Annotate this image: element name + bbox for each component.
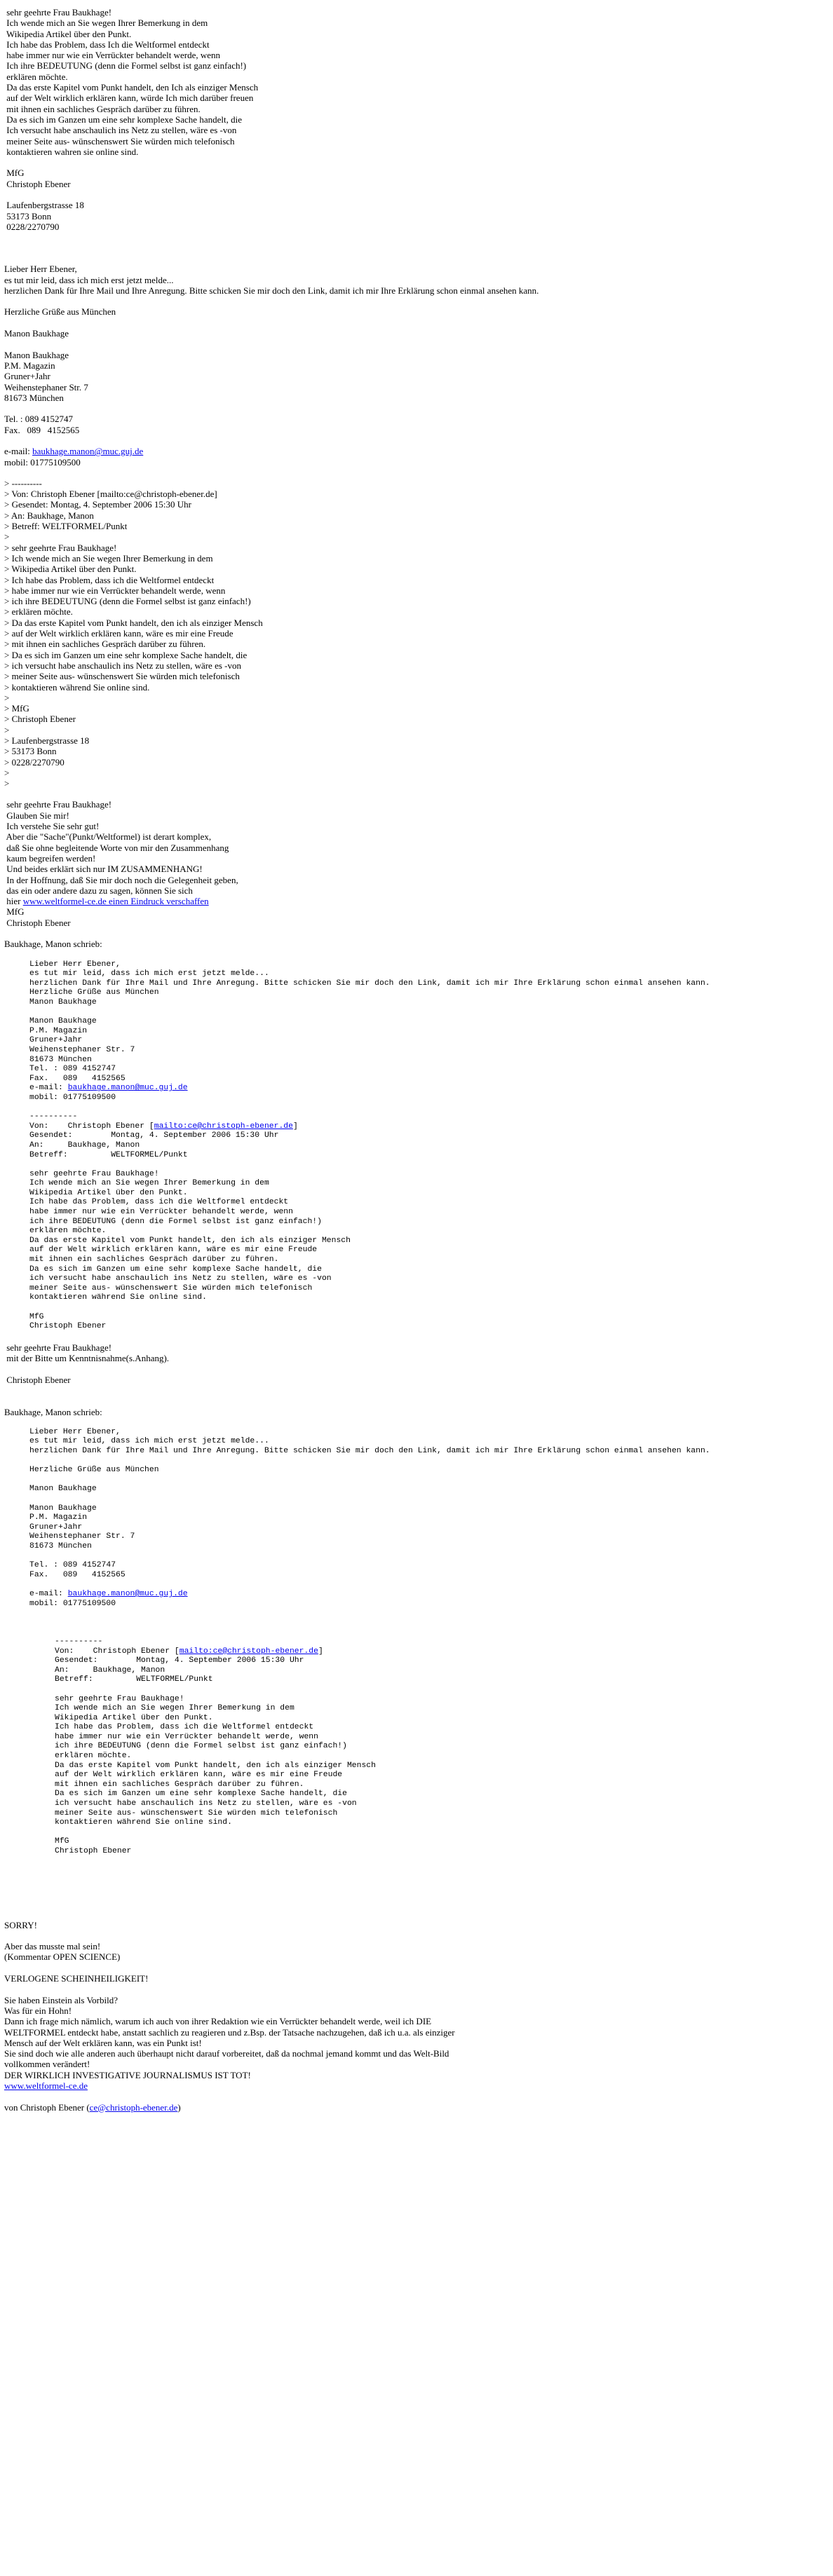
text-line: Manon Baukhage bbox=[29, 1017, 97, 1026]
text-line: Weihenstephaner Str. 7 bbox=[4, 381, 88, 393]
text-line: Gesendet: Montag, 4. September 2006 15:30 Uhr bbox=[29, 1131, 279, 1140]
text-line bbox=[4, 157, 829, 168]
text-line: das ein oder andere dazu zu sagen, können Sie sich bbox=[4, 885, 193, 896]
text-line: > An: Baukhage, Manon bbox=[4, 510, 94, 521]
text-line: Laufenbergstrasse 18 bbox=[4, 200, 84, 211]
text-line: Aber das musste mal sein! bbox=[4, 1941, 101, 1952]
text-line bbox=[4, 1396, 829, 1406]
separator: ---------- bbox=[55, 1637, 103, 1646]
text-line: sehr geehrte Frau Baukhage! bbox=[29, 1169, 159, 1178]
quoted-reply-1-rest bbox=[29, 1131, 829, 1331]
text-line: Mensch auf der Welt erklären kann, was ein Punkt ist! bbox=[4, 2037, 202, 2048]
mailto-link[interactable]: mailto:ce@christoph-ebener.de bbox=[154, 1122, 293, 1131]
text-line: Ich wende mich an Sie wegen Ihrer Bemerkung in dem bbox=[55, 1704, 294, 1713]
text-line: VERLOGENE SCHEINHEILIGKEIT! bbox=[4, 1973, 149, 1984]
text-line: auf der Welt wirklich erklären kann, würde Ich mich darüber freuen bbox=[4, 93, 254, 104]
text-line: mit ihnen ein sachliches Gespräch darüber zu führen. bbox=[29, 1255, 279, 1265]
nested-quote-body bbox=[55, 1656, 829, 1856]
text-line: Ich verstehe Sie sehr gut! bbox=[4, 821, 100, 832]
email-link[interactable]: baukhage.manon@muc.guj.de bbox=[67, 1589, 188, 1598]
text-line: > Ich habe das Problem, dass ich die Weltformel entdeckt bbox=[4, 574, 215, 585]
text-line: 81673 München bbox=[29, 1055, 92, 1064]
text-line: > bbox=[4, 724, 10, 735]
email-line bbox=[29, 1590, 829, 1600]
text-line: > auf der Welt wirklich erklären kann, wäre es mir eine Freude bbox=[4, 628, 233, 639]
text-line: Ich wende mich an Sie wegen Ihrer Bemerkung in dem bbox=[29, 1179, 269, 1188]
text-line: auf der Welt wirklich erklären kann, wäre es mir eine Freude bbox=[55, 1771, 343, 1780]
text-line: > Ich wende mich an Sie wegen Ihrer Bemerkung in dem bbox=[4, 552, 213, 564]
text-line: > bbox=[4, 531, 10, 543]
text-line: Da es sich im Ganzen um eine sehr komplexe Sache handelt, die bbox=[4, 114, 242, 125]
text-line: habe immer nur wie ein Verrückter behandelt werde, wenn bbox=[4, 50, 221, 61]
text-line: kontaktieren wahren sie online sind. bbox=[4, 146, 139, 157]
text-line: > 53173 Bonn bbox=[4, 746, 57, 757]
text-line: Da es sich im Ganzen um eine sehr komplexe Sache handelt, die bbox=[29, 1265, 322, 1274]
text-line bbox=[55, 1828, 829, 1838]
text-line: SORRY! bbox=[4, 1919, 37, 1930]
text-line: Fax. 089 4152565 bbox=[4, 424, 80, 435]
text-line: 0228/2270790 bbox=[4, 221, 60, 232]
text-line: Dann ich frage mich nämlich, warum ich auch von ihrer Redaktion wie ein Verrückter behandelt werde, weil ich DIE bbox=[4, 2016, 432, 2027]
text-line: Gruner+Jahr bbox=[29, 1522, 83, 1532]
text-line: erklären möchte. bbox=[29, 1227, 107, 1236]
text-line: kontaktieren während Sie online sind. bbox=[29, 1293, 207, 1302]
text-line bbox=[4, 189, 829, 200]
mobil-line: mobil: 01775109500 bbox=[29, 1599, 116, 1608]
text-line: ich ihre BEDEUTUNG (denn die Formel selbst ist ganz einfach!) bbox=[55, 1742, 347, 1751]
text-line: Gesendet: Montag, 4. September 2006 15:30 Uhr bbox=[55, 1656, 304, 1665]
text-line: An: Baukhage, Manon bbox=[29, 1140, 140, 1150]
mobil-line: mobil: 01775109500 bbox=[4, 456, 81, 468]
email-line bbox=[29, 1084, 829, 1093]
text-line: ich ihre BEDEUTUNG (denn die Formel selbst ist ganz einfach!) bbox=[29, 1217, 322, 1226]
text-line: > mit ihnen ein sachliches Gespräch darüber zu führen. bbox=[4, 639, 206, 650]
text-line: Was für ein Hohn! bbox=[4, 2005, 72, 2016]
text-line: Ich habe das Problem, dass ich die Weltformel entdeckt bbox=[55, 1723, 314, 1732]
signature-email-link[interactable]: ce@christoph-ebener.de bbox=[89, 2101, 178, 2113]
text-line: P.M. Magazin bbox=[4, 360, 55, 371]
text-line: Tel. : 089 4152747 bbox=[4, 414, 74, 425]
text-line bbox=[29, 1580, 829, 1590]
text-line: Ich wende mich an Sie wegen Ihrer Bemerkung in dem bbox=[4, 18, 208, 29]
signature-line bbox=[4, 2102, 829, 2113]
text-line bbox=[4, 403, 829, 414]
text-line: > ---------- bbox=[4, 477, 42, 489]
text-line: Manon Baukhage bbox=[29, 1504, 97, 1513]
email-link[interactable]: baukhage.manon@muc.guj.de bbox=[32, 446, 144, 457]
text-line: Betreff: WELTFORMEL/Punkt bbox=[55, 1675, 213, 1684]
text-line: > ich ihre BEDEUTUNG (denn die Formel selbst ist ganz einfach!) bbox=[4, 596, 251, 607]
email-label: e-mail: bbox=[29, 1084, 68, 1093]
text-line: Gruner+Jahr bbox=[29, 1036, 83, 1045]
text-line: ich versucht habe anschaulich ins Netz zu stellen, wäre es -von bbox=[55, 1799, 357, 1808]
quoted-reply-1-body bbox=[29, 960, 829, 1084]
text-line: auf der Welt wirklich erklären kann, wäre es mir eine Freude bbox=[29, 1246, 318, 1255]
text-line bbox=[4, 296, 829, 306]
text-line bbox=[4, 318, 829, 328]
text-line: herzlichen Dank für Ihre Mail und Ihre Anregung. Bitte schicken Sie mir doch den Link, damit ich mir Ihre Erklärung schon einmal ansehen kann. bbox=[4, 285, 539, 296]
text-line: 53173 Bonn bbox=[4, 210, 52, 222]
mailto-link[interactable]: mailto:ce@christoph-ebener.de bbox=[179, 1647, 318, 1656]
text-line: meiner Seite aus- wünschenswert Sie würden mich telefonisch bbox=[55, 1808, 338, 1818]
text-line: 81673 München bbox=[29, 1542, 92, 1551]
text-line: vollkommen verändert! bbox=[4, 2059, 90, 2070]
text-line: > meiner Seite aus- wünschenswert Sie würden mich telefonisch bbox=[4, 671, 240, 682]
text-line: habe immer nur wie ein Verrückter behandelt werde, wenn bbox=[55, 1732, 318, 1741]
text-line: es tut mir leid, dass ich mich erst jetzt melde... bbox=[29, 969, 269, 979]
spacer bbox=[4, 2091, 829, 2101]
text-line: Herzliche Grüße aus München bbox=[29, 988, 159, 997]
text-line: Tel. : 089 4152747 bbox=[29, 1561, 116, 1570]
text-line bbox=[4, 1963, 829, 1973]
email-line bbox=[4, 446, 829, 456]
spacer bbox=[29, 1618, 829, 1628]
separator: ---------- bbox=[29, 1112, 78, 1122]
text-line bbox=[4, 339, 829, 349]
quoted-original bbox=[4, 478, 829, 789]
signature-text: von Christoph Ebener ( bbox=[4, 2101, 90, 2113]
text-line: Weihenstephaner Str. 7 bbox=[29, 1045, 135, 1054]
text-line: MfG bbox=[29, 1312, 44, 1321]
text-line: Glauben Sie mir! bbox=[4, 810, 69, 821]
weltformel-line bbox=[4, 2080, 829, 2091]
text-line: Herzliche Grüße aus München bbox=[4, 306, 116, 318]
text-line: erklären möchte. bbox=[55, 1752, 132, 1761]
email-link[interactable]: baukhage.manon@muc.guj.de bbox=[67, 1084, 188, 1093]
text-line bbox=[4, 435, 829, 446]
text-line: mit ihnen ein sachliches Gespräch darüber zu führen. bbox=[55, 1780, 304, 1789]
signature-suffix: ) bbox=[177, 2101, 181, 2113]
text-line: Christoph Ebener bbox=[4, 178, 71, 189]
text-line: Lieber Herr Ebener, bbox=[29, 1427, 121, 1436]
text-line: Da das erste Kapitel vom Punkt handelt, den Ich als einziger Mensch bbox=[4, 82, 259, 93]
text-line: Baukhage, Manon schrieb: bbox=[4, 939, 102, 950]
text-line: > habe immer nur wie ein Verrückter behandelt werde, wenn bbox=[4, 585, 226, 596]
text-line: kontaktieren während Sie online sind. bbox=[55, 1818, 232, 1827]
text-line: Da das erste Kapitel vom Punkt handelt, den ich als einziger Mensch bbox=[29, 1236, 351, 1245]
von-label: Von: Christoph Ebener [ bbox=[29, 1122, 154, 1131]
text-line bbox=[29, 1303, 829, 1313]
text-line: P.M. Magazin bbox=[29, 1513, 88, 1522]
text-line: Ich habe das Problem, dass Ich die Weltformel entdeckt bbox=[4, 39, 210, 50]
text-line: Christoph Ebener bbox=[55, 1847, 132, 1855]
text-line bbox=[29, 1552, 829, 1562]
text-line: An: Baukhage, Manon bbox=[55, 1665, 165, 1675]
quoted-reply-1 bbox=[29, 960, 829, 1332]
text-line: > 0228/2270790 bbox=[4, 756, 65, 768]
text-line bbox=[55, 1685, 829, 1695]
text-line: Lieber Herr Ebener, bbox=[29, 960, 121, 969]
text-line: Fax. 089 4152565 bbox=[29, 1074, 126, 1083]
text-line: Baukhage, Manon schrieb: bbox=[4, 1406, 102, 1417]
text-line: > sehr geehrte Frau Baukhage! bbox=[4, 542, 117, 553]
second-letter-end bbox=[4, 906, 829, 949]
von-suffix: ] bbox=[292, 1122, 298, 1131]
text-line: Sie sind doch wie alle anderen auch überhaupt nicht darauf vorbereitet, daß da nochmal jemand kommt und das Welt-Bild bbox=[4, 2048, 449, 2059]
text-line: sehr geehrte Frau Baukhage! bbox=[4, 1342, 112, 1353]
text-line: Christoph Ebener bbox=[4, 1374, 71, 1385]
text-line: Wikipedia Artikel über den Punkt. bbox=[4, 28, 132, 39]
email-label: e-mail: bbox=[4, 446, 33, 457]
text-line: In der Hoffnung, daß Sie mir doch noch die Gelegenheit geben, bbox=[4, 874, 238, 885]
text-line bbox=[4, 1385, 829, 1396]
text-line: > Christoph Ebener bbox=[4, 714, 76, 725]
text-line: > Betreff: WELTFORMEL/Punkt bbox=[4, 521, 128, 532]
original-letter bbox=[4, 7, 829, 232]
text-line: Gruner+Jahr bbox=[4, 371, 50, 382]
second-letter bbox=[4, 799, 829, 896]
text-line: > bbox=[4, 767, 10, 778]
text-line bbox=[4, 1363, 829, 1374]
text-line: > Wikipedia Artikel über den Punkt. bbox=[4, 564, 137, 575]
text-line bbox=[29, 1476, 829, 1485]
text-line: sehr geehrte Frau Baukhage! bbox=[4, 7, 112, 18]
text-line: es tut mir leid, dass ich mich erst jetzt melde... bbox=[29, 1437, 269, 1446]
text-line: erklären möchte. bbox=[4, 71, 68, 82]
hier-line bbox=[4, 896, 829, 906]
comment-open-science bbox=[4, 1920, 829, 2080]
text-line: Fax. 089 4152565 bbox=[29, 1570, 126, 1579]
text-line: Ich versucht habe anschaulich ins Netz zu stellen, wäre es -von bbox=[4, 125, 237, 136]
text-line bbox=[29, 1008, 829, 1018]
reply-baukhage bbox=[4, 264, 829, 446]
nested-quote bbox=[55, 1637, 829, 1857]
text-line: herzlichen Dank für Ihre Mail und Ihre Anregung. Bitte schicken Sie mir doch den Link, damit ich mir Ihre Erklärung schon einmal ansehen kann. bbox=[29, 1447, 710, 1456]
text-line bbox=[4, 1930, 829, 1941]
text-line: WELTFORMEL entdeckt habe, anstatt sachlich zu reagieren und z.Bsp. der Tatsache nachzugehen, daß ich u.a. als einziger bbox=[4, 2026, 455, 2038]
von-line bbox=[29, 1122, 829, 1132]
text-line: MfG bbox=[4, 168, 25, 179]
text-line: > Von: Christoph Ebener [mailto:ce@christoph-ebener.de] bbox=[4, 489, 217, 500]
text-line: Da das erste Kapitel vom Punkt handelt, den ich als einziger Mensch bbox=[55, 1761, 376, 1770]
text-line: Und beides erklärt sich nur IM ZUSAMMENHANG! bbox=[4, 864, 203, 875]
text-line: Christoph Ebener bbox=[29, 1322, 107, 1331]
text-line bbox=[4, 1984, 829, 1994]
text-line: > Da das erste Kapitel vom Punkt handelt, den ich als einziger Mensch bbox=[4, 617, 263, 628]
text-line: MfG bbox=[55, 1837, 69, 1846]
spacer bbox=[29, 1609, 829, 1618]
text-line bbox=[29, 1457, 829, 1466]
text-line: MfG bbox=[4, 906, 25, 918]
spacer bbox=[29, 1103, 829, 1113]
text-line: Ich habe das Problem, dass ich die Weltformel entdeckt bbox=[29, 1198, 289, 1207]
text-line: mit der Bitte um Kenntnisnahme(s.Anhang). bbox=[4, 1353, 170, 1364]
text-line: Lieber Herr Ebener, bbox=[4, 264, 77, 275]
text-line: Manon Baukhage bbox=[29, 1485, 97, 1494]
text-line: es tut mir leid, dass ich mich erst jetzt melde... bbox=[4, 274, 174, 285]
email-label: e-mail: bbox=[29, 1589, 68, 1598]
text-line bbox=[29, 1494, 829, 1504]
text-line: daß Sie ohne begleitende Worte von mir den Zusammenhang bbox=[4, 842, 229, 853]
text-line: meiner Seite aus- wünschenswert Sie würden mich telefonisch bbox=[4, 135, 235, 146]
text-line: ich versucht habe anschaulich ins Netz zu stellen, wäre es -von bbox=[29, 1274, 332, 1283]
text-line: sehr geehrte Frau Baukhage! bbox=[4, 799, 112, 810]
text-line: > ich versucht habe anschaulich ins Netz zu stellen, wäre es -von bbox=[4, 660, 241, 671]
text-line: > bbox=[4, 692, 10, 703]
text-line: > kontaktieren während Sie online sind. bbox=[4, 681, 150, 693]
text-line: Manon Baukhage bbox=[4, 328, 69, 339]
text-line: > erklären möchte. bbox=[4, 606, 73, 618]
von-label: Von: Christoph Ebener [ bbox=[55, 1647, 180, 1656]
text-line: Betreff: WELTFORMEL/Punkt bbox=[29, 1150, 188, 1159]
text-line: sehr geehrte Frau Baukhage! bbox=[55, 1694, 184, 1703]
text-line: kaum begreifen werden! bbox=[4, 852, 96, 864]
text-line: habe immer nur wie ein Verrückter behandelt werde, wenn bbox=[29, 1208, 293, 1217]
quoted-reply-2 bbox=[29, 1428, 829, 1857]
weltformel-link[interactable]: www.weltformel-ce.de einen Eindruck verschaffen bbox=[22, 896, 209, 907]
text-line: mit ihnen ein sachliches Gespräch darüber zu führen. bbox=[4, 103, 201, 114]
text-line: DER WIRKLICH INVESTIGATIVE JOURNALISMUS IST TOT! bbox=[4, 2069, 251, 2080]
spacer bbox=[29, 1628, 829, 1637]
text-line: > Gesendet: Montag, 4. September 2006 15:30 Uhr bbox=[4, 499, 191, 510]
weltformel-link[interactable]: www.weltformel-ce.de bbox=[4, 2080, 88, 2092]
text-line: Herzliche Grüße aus München bbox=[29, 1466, 159, 1475]
mobil-line: mobil: 01775109500 bbox=[29, 1093, 116, 1102]
text-line: Manon Baukhage bbox=[29, 998, 97, 1007]
text-line: 81673 München bbox=[4, 392, 64, 403]
text-line: > bbox=[4, 778, 10, 789]
von-suffix: ] bbox=[318, 1647, 323, 1656]
text-line: Manon Baukhage bbox=[4, 349, 69, 360]
text-line: Christoph Ebener bbox=[4, 917, 71, 928]
text-line: Weihenstephaner Str. 7 bbox=[29, 1532, 135, 1541]
text-line: Ich ihre BEDEUTUNG (denn die Formel selbst ist ganz einfach!) bbox=[4, 60, 247, 71]
text-line: > Da es sich im Ganzen um eine sehr komplexe Sache handelt, die bbox=[4, 649, 248, 660]
text-line: > Laufenbergstrasse 18 bbox=[4, 735, 90, 746]
text-line: herzlichen Dank für Ihre Mail und Ihre Anregung. Bitte schicken Sie mir doch den Link, damit ich mir Ihre Erklärung schon einmal ansehen kann. bbox=[29, 979, 710, 988]
quoted-reply-2-body bbox=[29, 1428, 829, 1590]
text-line: (Kommentar OPEN SCIENCE) bbox=[4, 1951, 121, 1963]
text-line: Tel. : 089 4152747 bbox=[29, 1065, 116, 1074]
text-line: Wikipedia Artikel über den Punkt. bbox=[55, 1713, 213, 1722]
von-line bbox=[55, 1647, 829, 1657]
third-letter bbox=[4, 1342, 829, 1417]
text-line: Aber die "Sache"(Punkt/Weltformel) ist derart komplex, bbox=[4, 831, 212, 843]
text-line: Da es sich im Ganzen um eine sehr komplexe Sache handelt, die bbox=[55, 1790, 347, 1799]
hier-text: hier bbox=[4, 896, 23, 907]
text-line bbox=[29, 1160, 829, 1170]
text-line: meiner Seite aus- wünschenswert Sie würden mich telefonisch bbox=[29, 1283, 313, 1293]
text-line bbox=[4, 928, 829, 939]
text-line: Sie haben Einstein als Vorbild? bbox=[4, 1994, 118, 2005]
text-line: Wikipedia Artikel über den Punkt. bbox=[29, 1188, 188, 1197]
text-line: > MfG bbox=[4, 703, 29, 714]
text-line: P.M. Magazin bbox=[29, 1026, 88, 1035]
